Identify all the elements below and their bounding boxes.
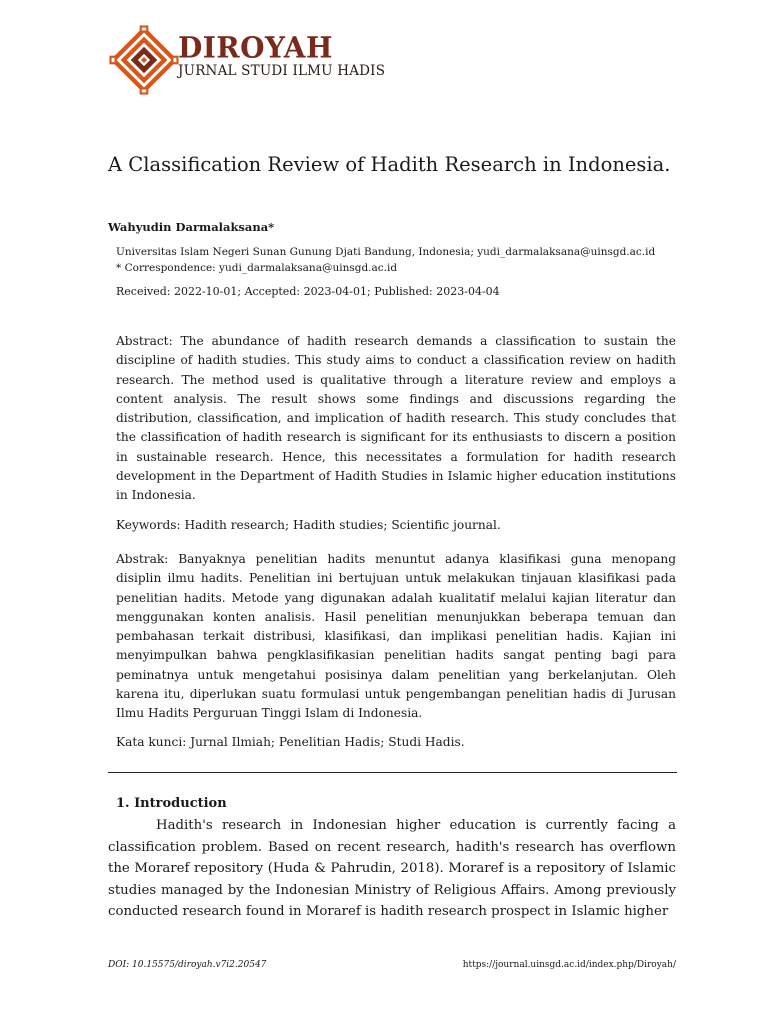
introduction-paragraph: Hadith's research in Indonesian higher education is currently facing a classification problem. Based on recent research, hadith's research has overflown the Moraref repository (Huda & Pahrudin, 2018). Moraref is a repository of Islamic studies managed by the Indonesian Ministry of Religious Affairs. Among previously conducted research found in Moraref is hadith research prospect in Islamic higher [108, 818, 676, 919]
journal-name: DIROYAH [178, 30, 333, 65]
author-affiliation: Universitas Islam Negeri Sunan Gunung Djati Bandung, Indonesia; yudi_darmalaksana@uinsgd.ac.id [116, 246, 656, 258]
journal-brand [178, 30, 386, 79]
article-author: Wahyudin Darmalaksana* [108, 220, 275, 234]
footer-doi: DOI: 10.15575/diroyah.v7i2.20547 [108, 960, 267, 970]
article-dates: Received: 2022-10-01; Accepted: 2023-04-01; Published: 2023-04-04 [116, 285, 500, 298]
article-title: A Classification Review of Hadith Research in Indonesia. [108, 153, 671, 176]
section-heading-introduction: 1. Introduction [116, 796, 227, 811]
keywords-english: Keywords: Hadith research; Hadith studies; Scientific journal. [116, 518, 501, 532]
footer-journal-url[interactable]: https://journal.uinsgd.ac.id/index.php/Diroyah/ [462, 960, 676, 970]
correspondence: * Correspondence: yudi_darmalaksana@uinsgd.ac.id [116, 262, 398, 274]
abstract-english: Abstract: The abundance of hadith research demands a classification to sustain the discipline of hadith studies. This study aims to conduct a classification review on hadith research. The method used is qualitative through a literature review and employs a content analysis. The result shows some findings and discussions regarding the distribution, classification, and implication of hadith research. This study concludes that the classification of hadith research is significant for its enthusiasts to discern a position in sustainable research. Hence, this necessitates a formulation for hadith research development in the Department of Hadith Studies in Islamic higher education institutions in Indonesia. [116, 334, 676, 503]
abstract-indonesian: Abstrak: Banyaknya penelitian hadits menuntut adanya klasifikasi guna menopang disiplin ilmu hadits. Penelitian ini bertujuan untuk melakukan tinjauan klasifikasi pada penelitian hadits. Metode yang digunakan adalah kualitatif melalui kajian literatur dan menggunakan konten analisis. Hasil penelitian menunjukkan beberapa temuan dan pembahasan terkait distribusi, klasifikasi, dan implikasi penelitian hadis. Kajian ini menyimpulkan bahwa pengklasifikasian penelitian hadits sangat penting bagi para peminatnya untuk mengetahui posisinya dalam penelitian yang berkelanjutan. Oleh karena itu, diperlukan suatu formulasi untuk pengembangan penelitian hadis di Jurusan Ilmu Hadits Perguruan Tinggi Islam di Indonesia. [116, 552, 676, 721]
journal-subtitle: JURNAL STUDI ILMU HADIS [178, 63, 386, 79]
section-divider [108, 772, 677, 773]
keywords-indonesian: Kata kunci: Jurnal Ilmiah; Penelitian Hadis; Studi Hadis. [116, 735, 465, 749]
ornamental-geometric-logo-icon [108, 24, 180, 96]
